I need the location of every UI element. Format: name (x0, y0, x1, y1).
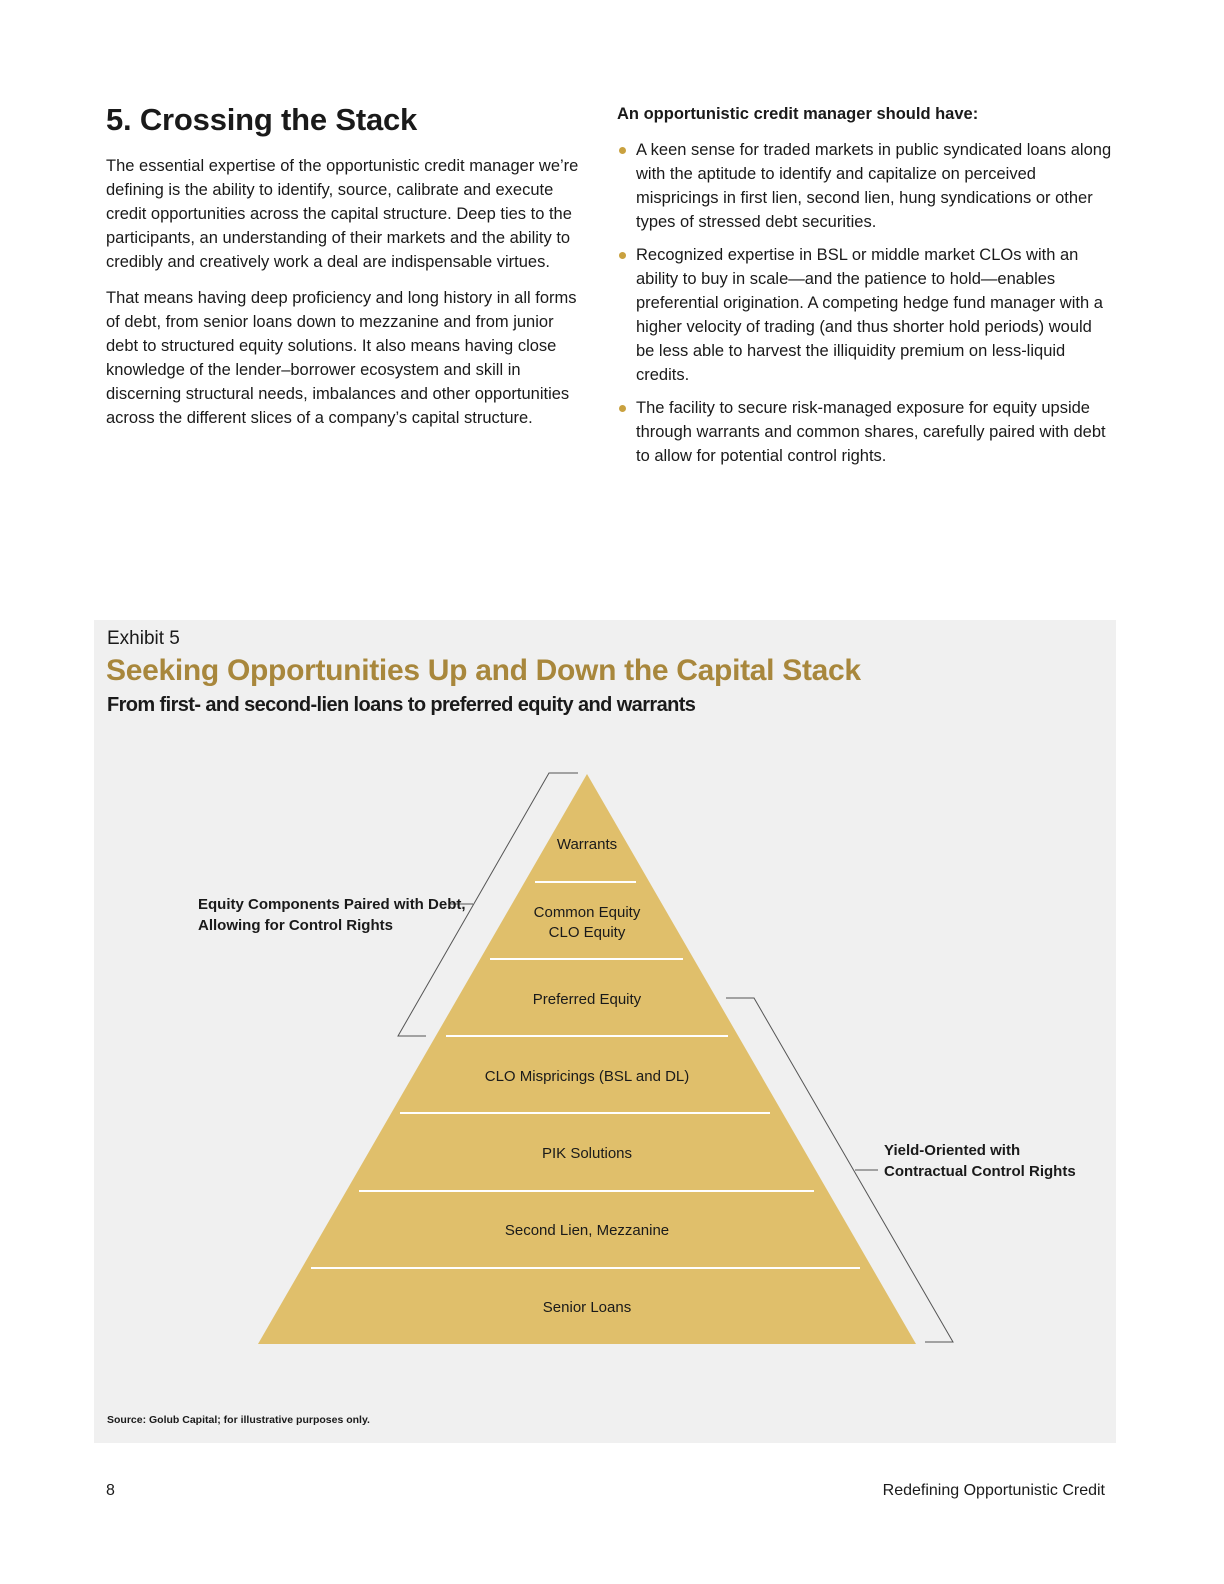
body-paragraph: That means having deep proficiency and long history in all forms of debt, from senior loans down to mezzanine and from junior debt to structured equity solutions. It also means having close knowledge of the lender–borrower ecosystem and skill in discerning structural needs, imbalances and other opportunities across the different slices of a company’s capital structure. (106, 289, 577, 427)
exhibit-title: Seeking Opportunities Up and Down the Capital Stack (106, 654, 861, 687)
exhibit-subtitle: From first- and second-lien loans to preferred equity and warrants (107, 694, 696, 716)
bracket-label-yield: Contractual Control Rights (884, 1163, 1076, 1180)
tier-label-clo-mispricings: CLO Mispricings (BSL and DL) (484, 1068, 690, 1085)
list-heading: An opportunistic credit manager should have: (617, 105, 979, 123)
bracket-label-equity: Equity Components Paired with Debt, (198, 896, 466, 913)
tier-label-pik-solutions: PIK Solutions (541, 1145, 633, 1162)
list-item (617, 396, 1112, 468)
bracket-label-equity: Allowing for Control Rights (198, 917, 393, 934)
tier-label-clo-equity: CLO Equity (548, 924, 626, 941)
right-column (617, 102, 1112, 477)
list-item-text: The facility to secure risk-managed exposure for equity upside through warrants and common shares, carefully paired with debt to allow for potential control rights. (636, 399, 1106, 465)
bullet-icon (619, 405, 626, 412)
list-item (617, 243, 1112, 387)
requirements-list (617, 138, 1112, 468)
list-item (617, 138, 1112, 234)
body-paragraph: The essential expertise of the opportunistic credit manager we’re defining is the ability to identify, source, calibrate and execute credit opportunities across the capital structure. Deep ties to the participants, an understanding of their markets and the ability to credibly and creatively work a deal are indispensable virtues. (106, 157, 579, 271)
tier-label-preferred-equity: Preferred Equity (532, 991, 642, 1008)
list-item-text: A keen sense for traded markets in public syndicated loans along with the aptitude to identify and capitalize on perceived mispricings in first lien, second lien, hung syndications or other types of stressed debt securities. (636, 141, 1112, 231)
bullet-icon (619, 252, 626, 259)
exhibit-source: Source: Golub Capital; for illustrative purposes only. (107, 1414, 370, 1426)
exhibit-panel (94, 620, 1116, 1443)
page-number: 8 (106, 1482, 115, 1499)
list-item-text: Recognized expertise in BSL or middle market CLOs with an ability to buy in scale—and the patience to hold—enables preferential origination. A competing hedge fund manager with a higher velocity of trading (and thus shorter hold periods) would be less able to harvest the illiquidity premium on less-liquid credits. (636, 246, 1103, 384)
left-column (106, 100, 586, 442)
bracket-label-yield: Yield-Oriented with (884, 1142, 1021, 1159)
bullet-icon (619, 147, 626, 154)
exhibit-label: Exhibit 5 (107, 628, 180, 649)
tier-label-warrants: Warrants (556, 836, 618, 853)
footer-doc-title: Redefining Opportunistic Credit (882, 1482, 1105, 1499)
section-title: 5. Crossing the Stack (106, 102, 418, 137)
capital-stack-pyramid (94, 620, 1116, 1443)
tier-label-senior-loans: Senior Loans (542, 1299, 632, 1316)
pyramid-shape (258, 774, 916, 1344)
tier-label-second-lien: Second Lien, Mezzanine (504, 1222, 670, 1239)
tier-label-common-equity: Common Equity (533, 904, 641, 921)
